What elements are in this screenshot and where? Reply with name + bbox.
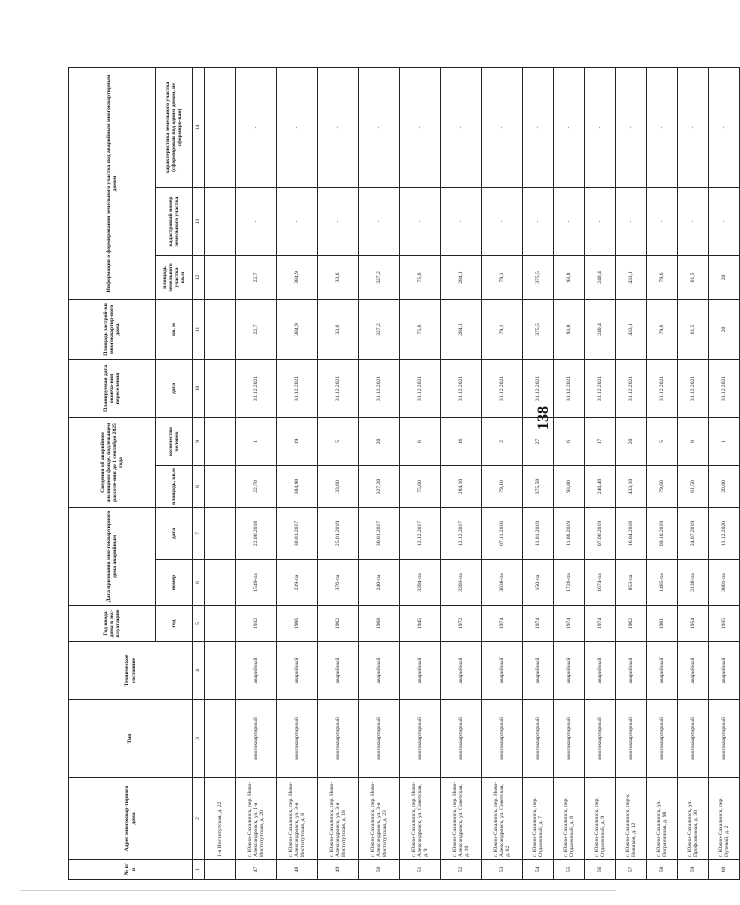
column-number-cell: 12 [193,255,205,299]
cell-build-area: 79,1 [482,299,523,359]
cell-area [205,466,236,508]
column-number-cell: 11 [193,299,205,359]
cell-address: г. Южно-Сахалинск, пер. Ново-Александровск, ул. Советская, д. 10 [441,778,482,860]
cell-condition [205,642,236,700]
column-number-cell: 4 [193,642,205,700]
cell-area: 79,10 [482,466,523,508]
cell-area: 327,20 [359,466,400,508]
cell-residents: 6 [400,417,441,465]
cell-plan-date: 31.12.2021 [647,359,678,417]
cell-cadastral: - [359,187,400,255]
cell-plan-date: 31.12.2021 [523,359,554,417]
cell-condition: аварийный [709,642,740,700]
cell-type: многоквартирный [400,700,441,778]
cell-no: 50 [359,860,400,880]
cell-year: 1935 [709,606,740,642]
cell-plot-area: 79,6 [647,255,678,299]
table-row [616,67,647,879]
table-row [709,67,740,879]
cell-residents: 5 [647,417,678,465]
cell-plot-area: 375,5 [523,255,554,299]
cell-plan-date: 31.12.2021 [236,359,277,417]
cell-plot-area: 22,7 [236,255,277,299]
header-year: год [156,606,193,642]
column-number-cell: 9 [193,417,205,465]
cell-plan-date: 31.12.2021 [277,359,318,417]
cell-number: 1674-па [585,560,616,606]
cell-condition: аварийный [236,642,277,700]
cell-plot-area: 20 [709,255,740,299]
header-date: дата [156,508,193,560]
table-row [359,67,400,879]
cell-residents: 5 [318,417,359,465]
cell-cadastral: - [554,187,585,255]
cell-plan-date: 31.12.2021 [554,359,585,417]
cell-date: 11.01.2019 [523,508,554,560]
cell-no: 52 [441,860,482,880]
table-row [205,67,236,879]
cell-no: 51 [400,860,441,880]
cell-type: многоквартирный [441,700,482,778]
cell-no: 60 [709,860,740,880]
cell-build-area: 375,5 [523,299,554,359]
cell-residents [205,417,236,465]
cell-address: г. Южно-Сахалинск, пер. Ново-Александровск, ул. Советская, д. 62 [482,778,523,860]
cell-type: многоквартирный [709,700,740,778]
cell-residents: 1 [709,417,740,465]
cell-no: 47 [236,860,277,880]
cell-build-area: 61,5 [678,299,709,359]
cell-cadastral: - [647,187,678,255]
cell-residents: 8 [678,417,709,465]
cell-year: 1961 [647,606,678,642]
cell-condition: аварийный [647,642,678,700]
cell-area: 75,60 [400,466,441,508]
cell-condition: аварийный [554,642,585,700]
cell-date: 12.12.2017 [441,508,482,560]
column-number-cell: 1 [193,860,205,880]
cell-date: 30.01.2017 [277,508,318,560]
cell-area: 93,80 [554,466,585,508]
cell-condition: аварийный [359,642,400,700]
cell-plan-date: 31.12.2021 [400,359,441,417]
cell-date: 12.12.2017 [400,508,441,560]
table-row [554,67,585,879]
cell-plan-date [205,359,236,417]
cell-address: г. Южно-Сахалинск, ул. Пограничная, д. 98 [647,778,678,860]
cell-area: 284,10 [441,466,482,508]
cell-year: 1974 [482,606,523,642]
cell-characteristic: - [359,67,400,187]
cell-date: 09.10.2019 [647,508,678,560]
table-row [585,67,616,879]
cell-build-area: 22,7 [236,299,277,359]
cell-plot-area [205,255,236,299]
cell-type: многоквартирный [236,700,277,778]
document-rotated-container [68,68,730,880]
cell-cadastral: - [236,187,277,255]
column-number-cell: 3 [193,700,205,778]
cell-number: 1726-па [554,560,585,606]
cell-no: 49 [318,860,359,880]
plot-area-unit: кв.м [180,271,187,284]
cell-year: 1966 [277,606,318,642]
cell-address: г. Южно-Сахалинск, пер. Ново-Александровск, ул. Советская, д. 9 [400,778,441,860]
header-address: Адрес многоквар-тирного дома [69,778,193,860]
cell-area: 20,00 [709,466,740,508]
cell-characteristic: - [482,67,523,187]
column-number-cell: 13 [193,187,205,255]
cell-date: 07.11.2018 [482,508,523,560]
cell-plan-date: 31.12.2021 [585,359,616,417]
header-info-group: Сведения об аварийном жилищном фонде, подлежащем расселе-нии до 1 сентября 2025 года [69,417,156,507]
cell-number: 1485-па [647,560,678,606]
cell-number: 239-па [277,560,318,606]
cell-type: многоквартирный [482,700,523,778]
cell-build-area: 433,1 [616,299,647,359]
cell-plot-area: 93,8 [554,255,585,299]
cell-address: 1-я Институтская, д. 22 [205,778,236,860]
cell-type [205,700,236,778]
column-number-cell: 2 [193,778,205,860]
cell-plot-area: 284,1 [441,255,482,299]
cell-number: 240-па [359,560,400,606]
cell-condition: аварийный [585,642,616,700]
cell-build-area: 79,6 [647,299,678,359]
cell-condition: аварийный [400,642,441,700]
header-land-info-group: Информация о формировании земельного участка под аварийным многоквартирным домом [69,67,156,299]
cell-number: 3394-па [400,560,441,606]
cell-year: 1974 [554,606,585,642]
cell-type: многоквартирный [523,700,554,778]
cell-number: 3393-па [441,560,482,606]
cell-type: многоквартирный [277,700,318,778]
header-no: № п/п [69,860,193,880]
page-number: 138 [535,406,552,430]
column-number-cell: 8 [193,466,205,508]
cell-build-area: 33,6 [318,299,359,359]
cell-no: 57 [616,860,647,880]
column-number-cell: 6 [193,560,205,606]
cell-plan-date: 31.12.2021 [709,359,740,417]
column-number-cell: 5 [193,606,205,642]
cell-residents: 19 [277,417,318,465]
cell-residents: 27 [523,417,554,465]
cell-number: 3038-па [482,560,523,606]
cell-address: г. Южно-Сахалинск, пер. Отдаленный, д. 9 [585,778,616,860]
cell-number: 3801-па [709,560,740,606]
header-area: площадь, кв.м [156,466,193,508]
cell-plot-area: 240,4 [585,255,616,299]
cell-cadastral: - [441,187,482,255]
table-row [318,67,359,879]
cell-date: 22.06.2018 [236,508,277,560]
cell-plan-date: 31.12.2021 [359,359,400,417]
cell-year: 1962 [616,606,647,642]
cell-condition: аварийный [482,642,523,700]
column-number-row [193,67,205,879]
cell-plot-area: 384,9 [277,255,318,299]
cell-characteristic: - [523,67,554,187]
cell-address: г. Южно-Сахалинск, пер. Ново-Александровск, ул. 3-я Институтская, д. 23 [359,778,400,860]
cell-residents: 20 [359,417,400,465]
cell-build-area: 284,1 [441,299,482,359]
cell-residents: 17 [585,417,616,465]
cell-build-area: 384,9 [277,299,318,359]
cell-year: 1932 [236,606,277,642]
cell-residents: 20 [616,417,647,465]
cell-area: 79,60 [647,466,678,508]
cell-plot-area: 61,5 [678,255,709,299]
cell-date [205,508,236,560]
column-number-cell: 10 [193,359,205,417]
cell-plan-date: 31.12.2021 [482,359,523,417]
cell-build-area: 327,2 [359,299,400,359]
table-row [482,67,523,879]
cell-cadastral: - [616,187,647,255]
cell-plan-date: 31.12.2021 [616,359,647,417]
table-row [277,67,318,879]
cell-characteristic: - [318,67,359,187]
cell-condition: аварийный [616,642,647,700]
cell-address: г. Южно-Сахалинск, ул. Профсоюзная, д. 30 [678,778,709,860]
cell-no: 58 [647,860,678,880]
cell-condition: аварийный [277,642,318,700]
cell-cadastral: - [482,187,523,255]
header-type: Тип [69,700,193,778]
cell-area: 240,40 [585,466,616,508]
cell-number: 1549-па [236,560,277,606]
table-row [647,67,678,879]
column-number-cell: 7 [193,508,205,560]
cell-area: 22,70 [236,466,277,508]
cell-plot-area: 33,6 [318,255,359,299]
cell-build-area: 20 [709,299,740,359]
cell-cadastral: - [678,187,709,255]
cell-number: 150-па [523,560,554,606]
cell-no: 55 [554,860,585,880]
cell-characteristic: - [709,67,740,187]
cell-residents: 2 [482,417,523,465]
cell-year: 1974 [523,606,554,642]
cell-cadastral: - [400,187,441,255]
cell-cadastral: - [523,187,554,255]
cell-no: 54 [523,860,554,880]
cell-year: 1954 [678,606,709,642]
cell-plot-area: 433,1 [616,255,647,299]
cell-plan-date: 31.12.2021 [441,359,482,417]
cell-cadastral: - [585,187,616,255]
column-number-cell: 14 [193,67,205,187]
cell-cadastral: - [709,187,740,255]
cell-condition: аварийный [441,642,482,700]
cell-plan-date: 31.12.2021 [678,359,709,417]
cell-type: многоквартирный [585,700,616,778]
cell-area: 61,50 [678,466,709,508]
header-land-area-group: Площадь застрой-ки многоквартир-ного дома [69,299,156,359]
cell-year: 1962 [318,606,359,642]
cell-date: 11.06.2019 [554,508,585,560]
table-row [400,67,441,879]
plot-area-label: площадь земельного участка [161,263,180,292]
cell-plot-area: 79,1 [482,255,523,299]
emergency-housing-table [68,67,740,880]
cell-residents: 6 [554,417,585,465]
cell-cadastral: - [318,187,359,255]
cell-type: многоквартирный [616,700,647,778]
cell-characteristic: - [277,67,318,187]
cell-address: г. Южно-Сахалинск, пер-к Новиков, д. 12 [616,778,647,860]
table-row [523,67,554,879]
header-build-area: кв. м [156,299,193,359]
cell-characteristic [205,67,236,187]
cell-type: многоквартирный [678,700,709,778]
cell-area: 384,90 [277,466,318,508]
header-cadastral: кадастровый номер земельного участка [156,187,193,255]
cell-type: многоквартирный [647,700,678,778]
cell-type: многоквартирный [318,700,359,778]
cell-plan-date: 31.12.2021 [318,359,359,417]
cell-condition: аварийный [678,642,709,700]
header-plot-area [156,255,193,299]
header-plan-date: дата [156,359,193,417]
cell-date: 16.04.2018 [616,508,647,560]
cell-characteristic: - [400,67,441,187]
cell-year: 1974 [585,606,616,642]
cell-address: г. Южно-Сахалинск, пер. Отдаленный, д. 7 [523,778,554,860]
table-row [678,67,709,879]
cell-date: 24.07.2019 [678,508,709,560]
cell-year: 1945 [400,606,441,642]
cell-build-area [205,299,236,359]
cell-address: г. Южно-Сахалинск, пер. Ново-Александровск, ул. 3-я Институтская, д. 18 [318,778,359,860]
cell-condition: аварийный [523,642,554,700]
cell-condition: аварийный [318,642,359,700]
cell-no: 56 [585,860,616,880]
cell-date: 11.12.2020 [709,508,740,560]
cell-area: 33,60 [318,466,359,508]
header-planned-group: Планируемая дата оконча-ния переселения [69,359,156,417]
table-row [236,67,277,879]
cell-number: 853-па [616,560,647,606]
cell-no: 53 [482,860,523,880]
scan-edge-line [20,890,616,891]
cell-year [205,606,236,642]
cell-number: 2138-па [678,560,709,606]
cell-plot-area: 75,6 [400,255,441,299]
cell-characteristic: - [616,67,647,187]
cell-date: 30.01.2017 [359,508,400,560]
cell-characteristic: - [585,67,616,187]
cell-build-area: 93,8 [554,299,585,359]
header-characteristic: характеристика земельного участка (сформирован под одним домом, не сформиро-ван) [156,67,193,187]
header-year-group: Год ввода дома в экс-плуатацию [69,606,156,642]
cell-cadastral: - [277,187,318,255]
cell-address: г. Южно-Сахалинск, пер. Отдаленный, д. 8 [554,778,585,860]
cell-year: 1972 [441,606,482,642]
header-residents: количество человек [156,417,193,465]
cell-date: 25.01.2019 [318,508,359,560]
cell-no [205,860,236,880]
header-condition: Техническое состояние [69,642,193,700]
cell-address: г. Южно-Сахалинск, пер. Ново-Александровск, ул. 1-я Институтская, д. 20 [236,778,277,860]
cell-area: 433,10 [616,466,647,508]
cell-build-area: 75,6 [400,299,441,359]
cell-characteristic: - [441,67,482,187]
cell-plot-area: 327,2 [359,255,400,299]
cell-type: многоквартирный [554,700,585,778]
cell-type: многоквартирный [359,700,400,778]
cell-number: 376-па [318,560,359,606]
header-recognition-group: Дата признания мно-гоквартирного дома аварийным [69,508,156,606]
cell-characteristic: - [236,67,277,187]
cell-residents: 1 [236,417,277,465]
header-number: номер [156,560,193,606]
cell-address: г. Южно-Сахалинск, пер. Путевой, д. 2 [709,778,740,860]
cell-area: 375,50 [523,466,554,508]
cell-residents: 16 [441,417,482,465]
cell-characteristic: - [647,67,678,187]
cell-no: 48 [277,860,318,880]
table-row [441,67,482,879]
cell-characteristic: - [678,67,709,187]
cell-date: 07.06.2019 [585,508,616,560]
cell-no: 59 [678,860,709,880]
cell-address: г. Южно-Сахалинск, пер. Ново-Александровск, ул. 3-я Институтская, д. 8 [277,778,318,860]
cell-year: 1968 [359,606,400,642]
cell-number [205,560,236,606]
cell-characteristic: - [554,67,585,187]
cell-cadastral [205,187,236,255]
cell-build-area: 240,4 [585,299,616,359]
